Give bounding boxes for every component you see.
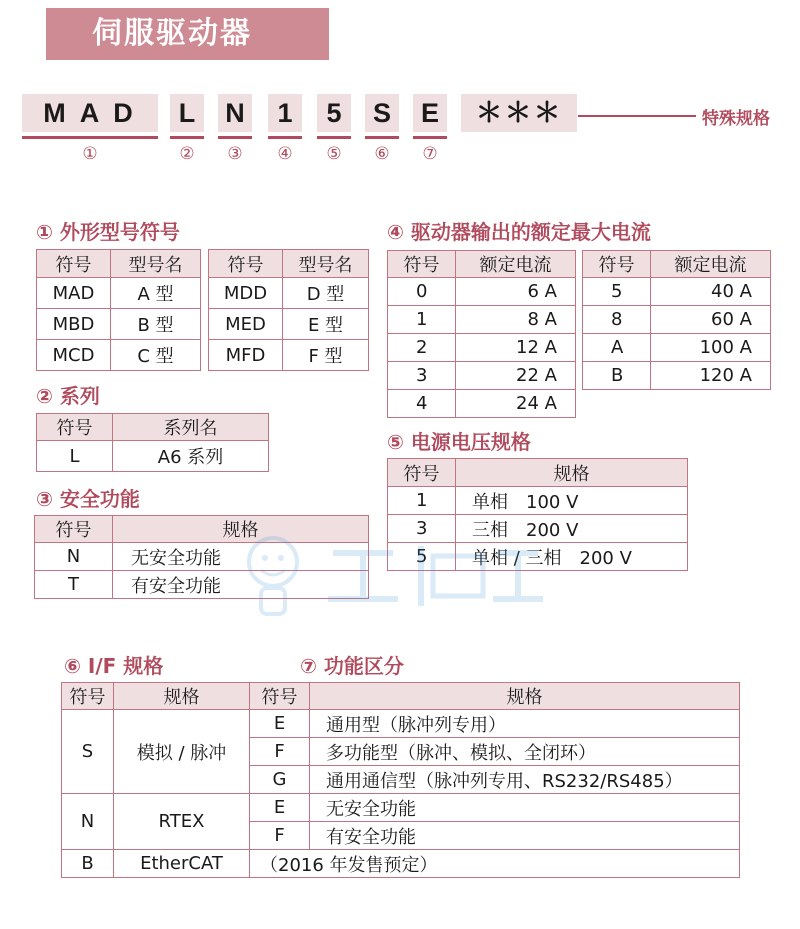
header-symbol: 符号 [35, 516, 113, 543]
section-1-title: ① 外形型号符号 [36, 220, 180, 244]
cell: MED [209, 309, 283, 340]
shape-table-left [36, 249, 201, 371]
cell: 通用型（脉冲列专用） [310, 710, 740, 738]
header-current: 额定电流 [651, 251, 771, 278]
cell: E [250, 794, 310, 822]
cell: EtherCAT [114, 850, 250, 878]
cell: 6 A [456, 278, 576, 306]
cell: 有安全功能 [113, 571, 369, 599]
cell: S [62, 710, 114, 794]
marker-3: ③ [227, 144, 243, 164]
cell: B [62, 850, 114, 878]
section-4-title: ④ 驱动器输出的额定最大电流 [387, 220, 651, 244]
code-box-function: E [413, 94, 447, 132]
cell: L [37, 441, 113, 472]
cell: 模拟 / 脉冲 [114, 710, 250, 794]
cell: 24 A [456, 390, 576, 418]
cell: 100 A [651, 334, 771, 362]
cell: 3 [388, 515, 456, 543]
series-table [36, 413, 269, 472]
code-char-3: D [113, 98, 147, 128]
code-box-voltage: 5 [317, 94, 351, 132]
underline-7 [413, 136, 447, 139]
header-spec: 规格 [310, 683, 740, 710]
section-3-title: ③ 安全功能 [36, 487, 140, 511]
cell: T [35, 571, 113, 599]
cell: B [583, 362, 651, 390]
cell: F [250, 822, 310, 850]
code-box-safety: N [218, 94, 252, 132]
if-function-table [61, 682, 740, 878]
cell: A6 系列 [113, 441, 269, 472]
cell: E 型 [283, 309, 369, 340]
shape-table-right [208, 249, 369, 371]
cell: RTEX [114, 794, 250, 850]
cell: 60 A [651, 306, 771, 334]
code-box-special: ＊＊＊ [461, 94, 577, 132]
cell: N [62, 794, 114, 850]
marker-6: ⑥ [374, 144, 390, 164]
underline-6 [365, 136, 399, 139]
cell: 单相 100 V [456, 487, 688, 515]
cell: 1 [388, 487, 456, 515]
underline-3 [218, 136, 252, 139]
header-symbol: 符号 [388, 251, 456, 278]
cell: 1 [388, 306, 456, 334]
voltage-table [387, 458, 688, 571]
cell: G [250, 766, 310, 794]
cell: MDD [209, 278, 283, 309]
section-6-title: ⑥ I/F 规格 [64, 654, 164, 678]
cell: 单相 / 三相 200 V [456, 543, 688, 571]
header-spec: 规格 [114, 683, 250, 710]
cell: 无安全功能 [310, 794, 740, 822]
marker-5: ⑤ [326, 144, 342, 164]
cell: 通用通信型（脉冲列专用、RS232/RS485） [310, 766, 740, 794]
cell: （2016 年发售预定） [250, 850, 740, 878]
header-symbol: 符号 [388, 459, 456, 487]
header-symbol: 符号 [37, 250, 111, 278]
cell: 3 [388, 362, 456, 390]
cell: 8 A [456, 306, 576, 334]
header-series: 系列名 [113, 414, 269, 441]
underline-2 [170, 136, 204, 139]
cell: 5 [388, 543, 456, 571]
header-spec: 规格 [113, 516, 369, 543]
cell: 40 A [651, 278, 771, 306]
code-box-shape [22, 94, 158, 132]
cell: C 型 [111, 340, 201, 371]
cell: 120 A [651, 362, 771, 390]
cell: A [583, 334, 651, 362]
cell: 4 [388, 390, 456, 418]
cell: N [35, 543, 113, 571]
cell: F [250, 738, 310, 766]
header-symbol: 符号 [37, 414, 113, 441]
header-spec: 规格 [456, 459, 688, 487]
code-char-1: M [43, 98, 80, 128]
code-box-current: 1 [268, 94, 302, 132]
section-5-title: ⑤ 电源电压规格 [387, 430, 531, 454]
cell: A 型 [111, 278, 201, 309]
cell: 多功能型（脉冲、模拟、全闭环） [310, 738, 740, 766]
underline-5 [317, 136, 351, 139]
header-model: 型号名 [111, 250, 201, 278]
cell: MCD [37, 340, 111, 371]
current-table-left [387, 250, 576, 418]
marker-7: ⑦ [422, 144, 438, 164]
cell: F 型 [283, 340, 369, 371]
cell: 有安全功能 [310, 822, 740, 850]
marker-2: ② [179, 144, 195, 164]
special-spec-line [578, 115, 696, 117]
cell: 无安全功能 [113, 543, 369, 571]
cell: 0 [388, 278, 456, 306]
code-char-2: A [79, 98, 114, 128]
code-box-series: L [170, 94, 204, 132]
marker-4: ④ [277, 144, 293, 164]
cell: MBD [37, 309, 111, 340]
cell: MFD [209, 340, 283, 371]
cell: D 型 [283, 278, 369, 309]
cell: 5 [583, 278, 651, 306]
cell: MAD [37, 278, 111, 309]
current-table-right [582, 250, 771, 390]
page-title: 伺服驱动器 [46, 8, 329, 60]
section-2-title: ② 系列 [36, 384, 100, 408]
cell: 三相 200 V [456, 515, 688, 543]
cell: E [250, 710, 310, 738]
header-model: 型号名 [283, 250, 369, 278]
header-symbol: 符号 [209, 250, 283, 278]
cell: 22 A [456, 362, 576, 390]
cell: 12 A [456, 334, 576, 362]
cell: B 型 [111, 309, 201, 340]
section-7-title: ⑦ 功能区分 [300, 654, 404, 678]
cell: 2 [388, 334, 456, 362]
underline-4 [268, 136, 302, 139]
underline-1 [22, 136, 158, 139]
safety-table [34, 515, 369, 599]
cell: 8 [583, 306, 651, 334]
header-symbol: 符号 [583, 251, 651, 278]
marker-1: ① [82, 144, 98, 164]
header-symbol: 符号 [250, 683, 310, 710]
header-symbol: 符号 [62, 683, 114, 710]
code-box-if: S [365, 94, 399, 132]
header-current: 额定电流 [456, 251, 576, 278]
special-spec-label: 特殊规格 [702, 109, 770, 129]
